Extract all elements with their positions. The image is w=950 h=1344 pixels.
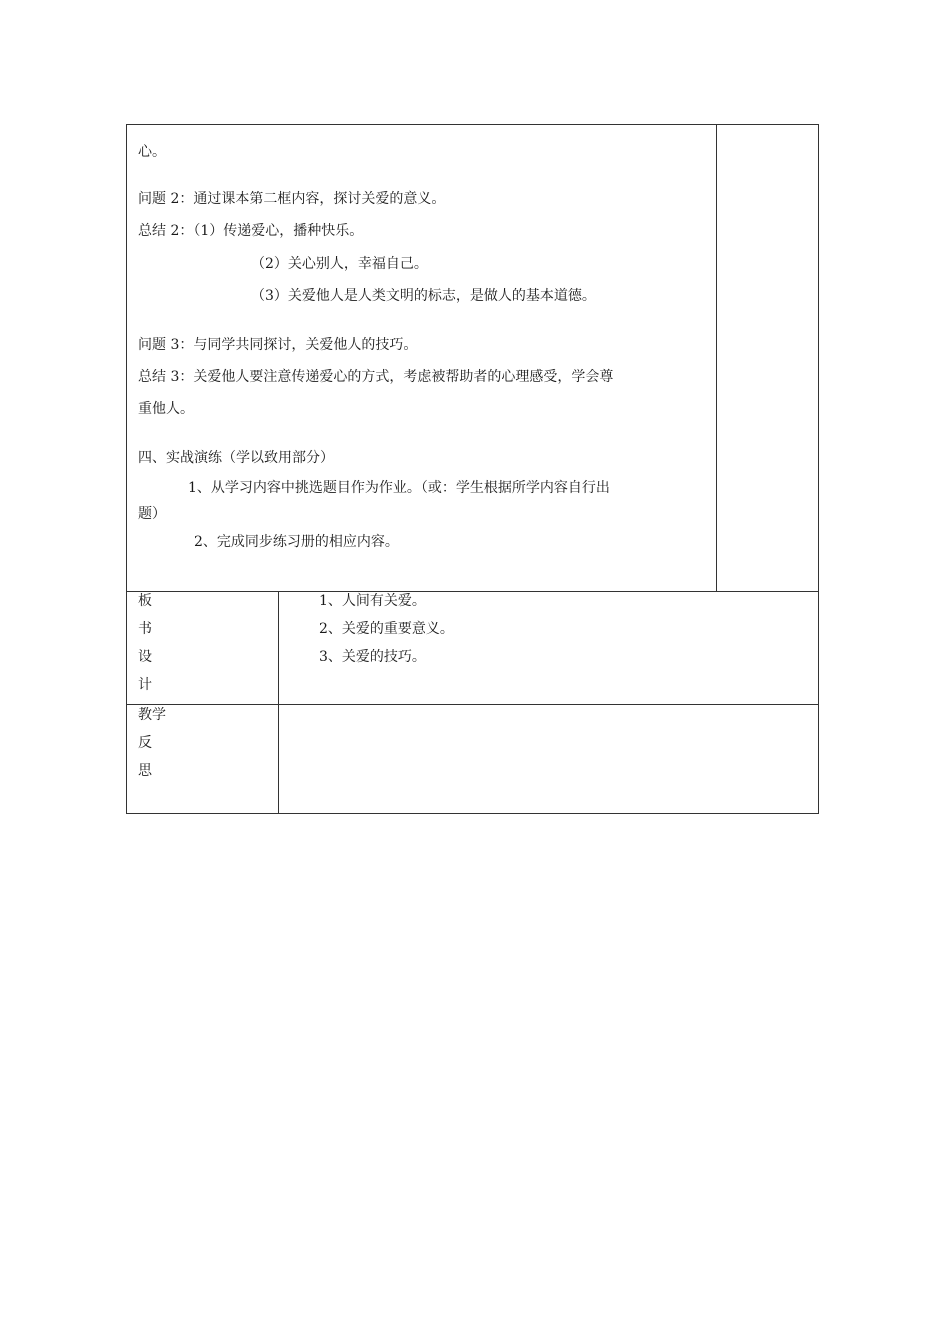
exercise-1-continued: 题）	[138, 506, 166, 522]
reflection-label-line: 反	[138, 735, 152, 751]
exercise-1: 1、从学习内容中挑选题目作为作业。（或：学生根据所学内容自行出	[188, 480, 610, 496]
summary-3-continued: 重他人。	[138, 401, 194, 417]
text-line: 心。	[138, 144, 166, 160]
section-4-heading: 四、实战演练（学以致用部分）	[138, 450, 334, 466]
board-label-char: 板	[138, 593, 152, 609]
board-design-label-cell	[127, 591, 279, 704]
reflection-label-line: 思	[138, 763, 152, 779]
reflection-label-cell	[127, 705, 279, 813]
summary-2-point-2: （2）关心别人，幸福自己。	[251, 256, 428, 272]
board-label-char: 计	[138, 677, 152, 693]
question-2: 问题 2：通过课本第二框内容，探讨关爱的意义。	[138, 191, 446, 207]
reflection-label-line: 教学	[138, 707, 166, 723]
board-item: 1、人间有关爱。	[319, 593, 426, 609]
summary-3: 总结 3：关爱他人要注意传递爱心的方式，考虑被帮助者的心理感受，学会尊	[138, 369, 614, 385]
teaching-reflection-row	[127, 705, 818, 813]
board-label-char: 书	[138, 621, 152, 637]
summary-2-point-3: （3）关爱他人是人类文明的标志，是做人的基本道德。	[251, 288, 596, 304]
question-3: 问题 3：与同学共同探讨，关爱他人的技巧。	[138, 337, 418, 353]
board-label-char: 设	[138, 649, 152, 665]
board-item: 2、关爱的重要意义。	[319, 621, 454, 637]
content-row	[127, 125, 818, 592]
exercise-2: 2、完成同步练习册的相应内容。	[194, 534, 399, 550]
board-item: 3、关爱的技巧。	[319, 649, 426, 665]
main-content-cell	[127, 125, 717, 591]
summary-2: 总结 2：（1）传递爱心，播种快乐。	[138, 223, 364, 239]
board-design-row	[127, 591, 818, 705]
lesson-plan-table	[126, 124, 819, 814]
